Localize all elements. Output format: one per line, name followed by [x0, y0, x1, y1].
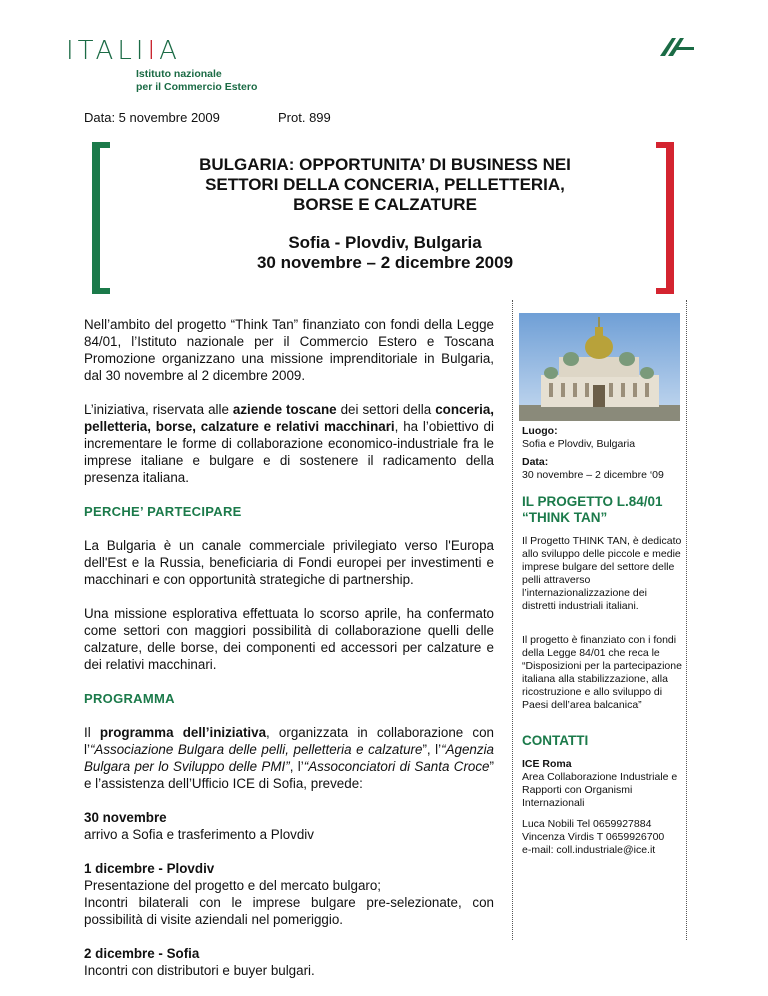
- logo-subtitle: [136, 68, 257, 94]
- protocol-number: Prot. 899: [278, 110, 331, 125]
- bold-text: aziende toscane: [232, 402, 337, 417]
- title-line1: BULGARIA: OPPORTUNITA’ DI BUSINESS NEI: [199, 155, 571, 174]
- project-paragraph-1: Il Progetto THINK TAN, è dedicato allo sviluppo delle piccole e medie imprese bulgare del settore delle pelli attraverso l’internazionalizzazione dei distretti industriali italiani.: [522, 535, 682, 612]
- logo-text-b: I: [147, 36, 160, 66]
- text: dei settori della: [336, 402, 436, 417]
- contacts-people: [522, 818, 682, 857]
- text: ” e l’assistenza dell’Ufficio ICE di Sofia, prevede:: [84, 759, 494, 791]
- text: , organizzata in collaborazione con l’: [84, 725, 495, 757]
- contact-person-2: Vincenza Virdis T 0659926700: [522, 831, 665, 843]
- italic-text: “Agenzia Bulgara per lo Sviluppo delle PMI”: [84, 742, 494, 774]
- target-paragraph: [84, 401, 494, 486]
- logo-text-a: ITALI: [66, 36, 148, 66]
- contact-person-1: Luca Nobili Tel 0659927884: [522, 818, 652, 830]
- title-line2: SETTORI DELLA CONCERIA, PELLETTERIA,: [205, 175, 565, 194]
- sidebar-date: [522, 456, 682, 482]
- bold-text: conceria, pelletteria, borse, calzature e relativi macchinari: [84, 402, 494, 434]
- italic-text: “Associazione Bulgara delle pelli, pelletteria e calzature: [89, 742, 423, 757]
- event-dates: 30 novembre – 2 dicembre 2009: [256, 253, 514, 272]
- bold-text: programma dell’iniziativa: [99, 725, 267, 740]
- why-paragraph-2: Una missione esplorativa effettuata lo scorso aprile, ha confermato come settori con maggiori possibilità di collaborazione quelli delle calzature, delle borse, dei componenti ed accessori per calzature e dei relativi macchinari.: [84, 606, 494, 672]
- project-heading: IL PROGETTO L.84/01 “THINK TAN”: [522, 494, 663, 525]
- program-paragraph: [84, 724, 494, 792]
- cathedral-photo: [519, 313, 680, 421]
- event-subtitle: [140, 233, 630, 273]
- program-day-1: [84, 809, 494, 843]
- project-paragraph-2: Il progetto è finanziato con i fondi della Legge 84/01 che reca le “Disposizioni per la partecipazione italiana alla stabilizzazione, alla ricostruzione e allo sviluppo di Paesi dell’area balcanica”: [522, 634, 682, 711]
- day-text: Incontri bilaterali con le imprese bulgare pre-selezionate, con possibilità di visite aziendali nel pomeriggio.: [84, 895, 494, 927]
- section-heading-why: PERCHE’ PARTECIPARE: [84, 504, 242, 519]
- sidebar-divider-left: [512, 300, 514, 940]
- contacts-org: [522, 758, 682, 810]
- why-paragraph-1: La Bulgaria è un canale commerciale privilegiato verso l'Europa dell'Est e la Russia, beneficiaria di Fondi europei per investimenti e macchinari e con opportunità strategiche di partnership.: [84, 538, 494, 587]
- red-bracket-icon: [656, 142, 678, 294]
- text: , ha l’obiettivo di incrementare le forme di collaborazione economico-industriale fra le imprese italiane e bulgare e di sostenere il radicamento della presenza italiana.: [84, 419, 494, 485]
- ice-arrow-logo-icon: [658, 32, 696, 58]
- logo-subtitle-line1: Istituto nazionale: [136, 68, 222, 80]
- section-heading-program: PROGRAMMA: [84, 691, 175, 706]
- green-bracket-icon: [88, 142, 110, 294]
- contact-org-name: ICE Roma: [522, 758, 572, 770]
- contact-department: Area Collaborazione Industriale e Rapporti con Organismi Internazionali: [522, 771, 678, 809]
- text: ”, l’: [422, 742, 442, 757]
- program-day-3: [84, 945, 494, 979]
- intro-paragraph: Nell’ambito del progetto “Think Tan” finanziato con fondi della Legge 84/01, l’Istituto nazionale per il Commercio Estero e Toscana Promozione organizzano una missione imprenditoriale in Bulgaria, dal 30 novembre al 2 dicembre 2009.: [84, 317, 494, 383]
- location-value: Sofia e Plovdiv, Bulgaria: [522, 438, 636, 450]
- day-heading: 1 dicembre - Plovdiv: [84, 861, 215, 876]
- contacts-heading: CONTATTI: [522, 733, 589, 748]
- sidebar-divider-right: [686, 300, 688, 940]
- day-heading: 30 novembre: [84, 810, 167, 825]
- day-heading: 2 dicembre - Sofia: [84, 946, 200, 961]
- text: Il: [84, 725, 100, 740]
- document-date: Data: 5 novembre 2009: [84, 110, 220, 125]
- date-label: Data:: [522, 456, 549, 468]
- program-day-2: [84, 860, 494, 928]
- title-line3: BORSE E CALZATURE: [293, 195, 477, 214]
- date-value: 30 novembre – 2 dicembre ‘09: [522, 469, 664, 481]
- logo-subtitle-line2: per il Commercio Estero: [136, 81, 258, 93]
- day-text: Presentazione del progetto e del mercato bulgaro;: [84, 878, 382, 893]
- document-title: [140, 155, 630, 215]
- logo-text-c: A: [159, 36, 181, 66]
- italic-text: “Assoconciatori di Santa Croce: [303, 759, 490, 774]
- location-label: Luogo:: [522, 425, 558, 437]
- day-text: arrivo a Sofia e trasferimento a Plovdiv: [84, 827, 314, 842]
- text: , l’: [289, 759, 304, 774]
- contact-email[interactable]: e-mail: coll.industriale@ice.it: [522, 844, 656, 856]
- text: L’iniziativa, riservata alle: [84, 402, 233, 417]
- day-text: Incontri con distributori e buyer bulgari.: [84, 963, 315, 978]
- sidebar-location: [522, 425, 682, 451]
- main-column: [84, 316, 494, 996]
- ice-logo-wordmark: [66, 36, 181, 66]
- event-place: Sofia - Plovdiv, Bulgaria: [288, 233, 482, 252]
